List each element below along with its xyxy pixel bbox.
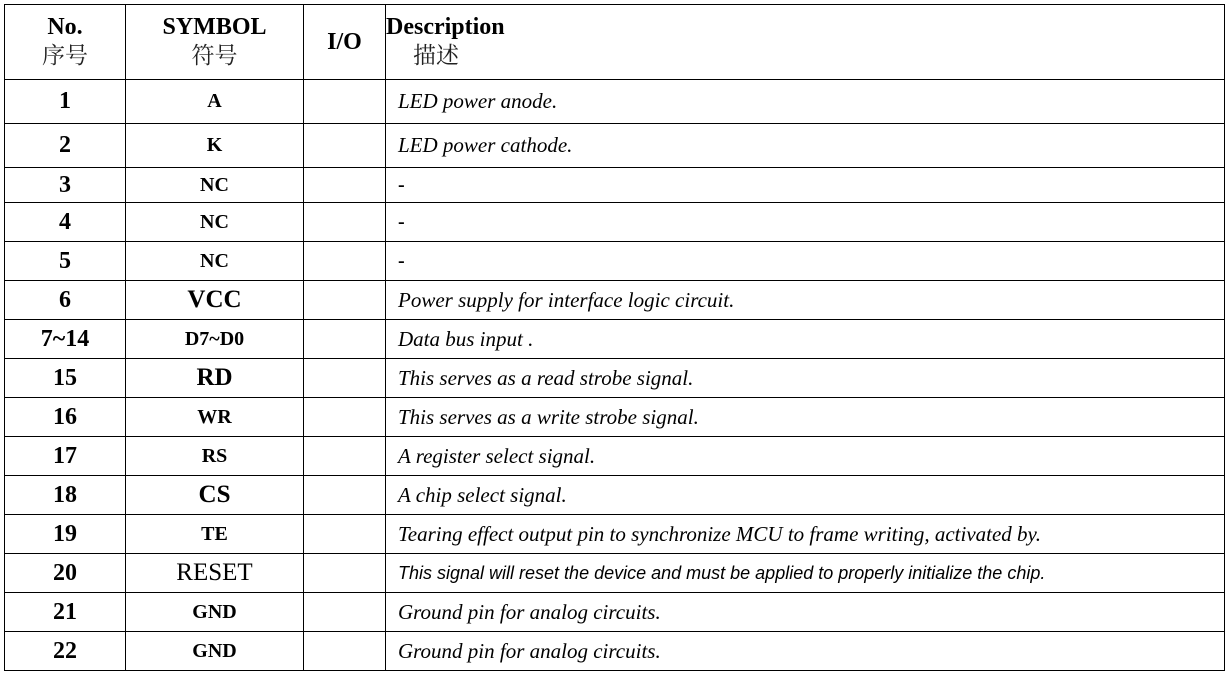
- pin-description: Data bus input .: [386, 320, 1225, 359]
- pin-io: [304, 281, 386, 320]
- pin-symbol: GND: [126, 632, 304, 671]
- table-row: [5, 242, 1225, 281]
- pin-io: [304, 359, 386, 398]
- pin-number: 21: [5, 593, 126, 632]
- pin-io: [304, 242, 386, 281]
- pin-io: [304, 398, 386, 437]
- pin-description: -: [386, 203, 1225, 242]
- pin-description: -: [386, 168, 1225, 203]
- pin-number: 16: [5, 398, 126, 437]
- pin-symbol: RS: [126, 437, 304, 476]
- header-description: [386, 5, 1225, 80]
- pin-io: [304, 124, 386, 168]
- pin-symbol: A: [126, 80, 304, 124]
- pin-symbol: NC: [126, 168, 304, 203]
- pin-description: LED power cathode.: [386, 124, 1225, 168]
- pin-number: 2: [5, 124, 126, 168]
- pin-description: Tearing effect output pin to synchronize MCU to frame writing, activated by.: [386, 515, 1225, 554]
- pin-description: Ground pin for analog circuits.: [386, 632, 1225, 671]
- pin-number: 20: [5, 554, 126, 593]
- header-symbol: [126, 5, 304, 80]
- pin-io: [304, 80, 386, 124]
- pin-io: [304, 320, 386, 359]
- pin-number: 17: [5, 437, 126, 476]
- table-row: [5, 593, 1225, 632]
- pin-number: 5: [5, 242, 126, 281]
- pin-io: [304, 593, 386, 632]
- pin-io: [304, 168, 386, 203]
- pin-symbol: TE: [126, 515, 304, 554]
- pin-io: [304, 203, 386, 242]
- pin-number: 6: [5, 281, 126, 320]
- pin-symbol: VCC: [126, 281, 304, 320]
- header-symbol-en: SYMBOL: [162, 14, 267, 40]
- header-no: [5, 5, 126, 80]
- table-row: [5, 515, 1225, 554]
- table-row: [5, 80, 1225, 124]
- pin-symbol: GND: [126, 593, 304, 632]
- header-io: [304, 5, 386, 80]
- pin-number: 15: [5, 359, 126, 398]
- pin-symbol: WR: [126, 398, 304, 437]
- header-no-zh: 序号: [42, 43, 88, 69]
- header-no-en: No.: [47, 14, 83, 40]
- pin-symbol: CS: [126, 476, 304, 515]
- table-row: [5, 168, 1225, 203]
- header-symbol-zh: 符号: [191, 43, 238, 69]
- pin-number: 1: [5, 80, 126, 124]
- pin-number: 3: [5, 168, 126, 203]
- header-row: [5, 5, 1225, 80]
- pin-symbol: NC: [126, 203, 304, 242]
- table-row: [5, 398, 1225, 437]
- pin-number: 18: [5, 476, 126, 515]
- header-description-zh: 描述: [413, 43, 459, 69]
- pin-symbol: D7~D0: [126, 320, 304, 359]
- table-row: [5, 124, 1225, 168]
- pin-symbol: RD: [126, 359, 304, 398]
- table-row: [5, 359, 1225, 398]
- pin-number: 19: [5, 515, 126, 554]
- pin-io: [304, 437, 386, 476]
- table-row: [5, 632, 1225, 671]
- table-row: [5, 554, 1225, 593]
- table-row: [5, 281, 1225, 320]
- pin-symbol: K: [126, 124, 304, 168]
- pin-description: This signal will reset the device and must be applied to properly initialize the chip.: [386, 554, 1225, 593]
- pin-symbol: RESET: [126, 554, 304, 593]
- table-row: [5, 203, 1225, 242]
- pin-definition-table: [4, 4, 1225, 671]
- pin-description: A register select signal.: [386, 437, 1225, 476]
- pin-symbol: NC: [126, 242, 304, 281]
- pin-io: [304, 554, 386, 593]
- pin-description: This serves as a read strobe signal.: [386, 359, 1225, 398]
- pin-io: [304, 476, 386, 515]
- pin-io: [304, 515, 386, 554]
- header-io-en: I/O: [327, 29, 362, 55]
- pin-description: This serves as a write strobe signal.: [386, 398, 1225, 437]
- pin-description: LED power anode.: [386, 80, 1225, 124]
- pin-description: Power supply for interface logic circuit.: [386, 281, 1225, 320]
- table-row: [5, 476, 1225, 515]
- pin-io: [304, 632, 386, 671]
- table-row: [5, 320, 1225, 359]
- pin-description: Ground pin for analog circuits.: [386, 593, 1225, 632]
- pin-description: A chip select signal.: [386, 476, 1225, 515]
- header-description-en: Description: [386, 14, 505, 40]
- pin-number: 4: [5, 203, 126, 242]
- pin-description: -: [386, 242, 1225, 281]
- pin-number: 22: [5, 632, 126, 671]
- pin-number: 7~14: [5, 320, 126, 359]
- table-row: [5, 437, 1225, 476]
